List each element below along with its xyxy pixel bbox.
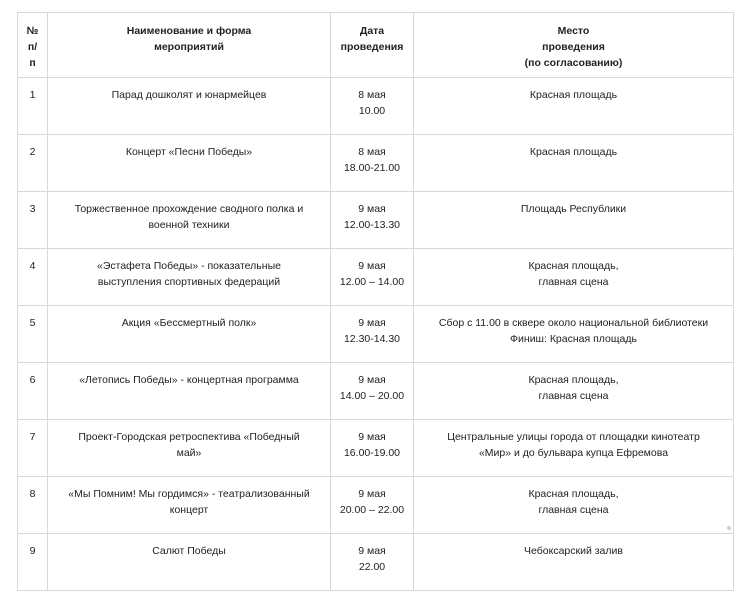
event-place [414,249,734,306]
header-num [18,13,48,78]
event-place-line: Площадь Республики [520,203,627,215]
event-name [48,249,331,306]
event-place-line: Красная площадь [529,89,618,101]
event-name [48,477,331,534]
event-place [414,192,734,249]
events-table [17,12,734,591]
event-name [48,420,331,477]
row-number [18,249,48,306]
header-num-line: п [29,57,36,69]
header-place-line: проведения [542,41,605,53]
event-date-line: 22.00 [358,561,386,573]
event-name-line: концерт [169,504,209,516]
event-name-line: «Мы Помним! Мы гордимся» - театрализованный [68,488,310,500]
event-place-line: Красная площадь, [528,488,619,500]
event-name-line: Салют Победы [152,545,226,557]
row-number-text: 6 [29,374,36,386]
header-name-line: Наименование и форма [126,25,252,37]
event-date-line: 8 мая [358,146,386,158]
event-place-line: Сбор с 11.00 в сквере около национальной библиотеки [438,317,709,329]
event-name [48,534,331,591]
event-name-line: Акция «Бессмертный полк» [121,317,257,329]
event-date [331,420,414,477]
event-name [48,78,331,135]
event-date [331,534,414,591]
table-row [18,192,734,249]
header-place [414,13,734,78]
header-date-line: Дата [359,25,385,37]
event-place [414,363,734,420]
event-place-line: Красная площадь [529,146,618,158]
event-date [331,192,414,249]
row-number-text: 7 [29,431,36,443]
header-place-line: (по согласованию) [524,57,623,69]
event-name [48,363,331,420]
event-name-line: военной техники [148,219,230,231]
document-sheet [17,12,733,591]
event-place-line: главная сцена [538,504,609,516]
event-name-line: май» [176,447,202,459]
event-date-line: 9 мая [358,260,386,272]
event-place-line: Красная площадь, [528,260,619,272]
event-date-line: 16.00-19.00 [343,447,401,459]
event-date [331,306,414,363]
event-place [414,135,734,192]
event-name-line: Концерт «Песни Победы» [125,146,253,158]
table-row [18,135,734,192]
header-date-line: проведения [340,41,404,53]
event-date [331,477,414,534]
event-date-line: 14.00 – 20.00 [339,390,405,402]
event-place [414,306,734,363]
row-number [18,363,48,420]
header-num-line: № [26,25,39,37]
row-number [18,420,48,477]
row-number [18,534,48,591]
table-row [18,363,734,420]
event-name [48,135,331,192]
table-row [18,306,734,363]
row-number [18,135,48,192]
header-name [48,13,331,78]
header-row [18,13,734,78]
header-name-line: мероприятий [154,41,224,53]
event-place [414,420,734,477]
row-number [18,78,48,135]
event-date-line: 12.00 – 14.00 [339,276,405,288]
row-number-text: 2 [29,146,36,158]
corner-dot-icon [727,526,731,530]
event-date-line: 9 мая [358,545,386,557]
event-date [331,249,414,306]
row-number-text: 1 [29,89,36,101]
event-name [48,306,331,363]
row-number-text: 3 [29,203,36,215]
event-name-line: Парад дошколят и юнармейцев [111,89,267,101]
event-date-line: 20.00 – 22.00 [339,504,405,516]
row-number-text: 5 [29,317,36,329]
event-date-line: 9 мая [358,374,386,386]
event-date-line: 10.00 [358,105,386,117]
event-date-line: 9 мая [358,431,386,443]
table-row [18,420,734,477]
event-place [414,78,734,135]
row-number [18,192,48,249]
header-date [331,13,414,78]
event-name-line: «Летопись Победы» - концертная программа [79,374,299,386]
event-date-line: 9 мая [358,203,386,215]
event-place-line: главная сцена [538,276,609,288]
table-row [18,477,734,534]
row-number [18,306,48,363]
event-place [414,477,734,534]
event-place-line: Центральные улицы города от площадки кинотеатр [447,431,700,443]
row-number-text: 4 [29,260,36,272]
event-date [331,135,414,192]
event-date-line: 9 мая [358,488,386,500]
table-row [18,249,734,306]
header-num-line: п/ [27,41,38,53]
event-date [331,78,414,135]
event-date [331,363,414,420]
event-place-line: Финиш: Красная площадь [510,333,637,345]
header-place-line: Место [557,25,590,37]
event-name-line: «Эстафета Победы» - показательные [97,260,281,272]
event-date-line: 12.30-14.30 [343,333,401,345]
event-name-line: Проект-Городская ретроспектива «Победный [78,431,300,443]
event-name [48,192,331,249]
event-date-line: 9 мая [358,317,386,329]
event-place [414,534,734,591]
event-date-line: 8 мая [358,89,386,101]
event-place-line: главная сцена [538,390,609,402]
row-number [18,477,48,534]
row-number-text: 9 [29,545,36,557]
event-place-line: Чебоксарский залив [524,545,623,557]
event-date-line: 12.00-13.30 [343,219,401,231]
events-body [18,78,734,591]
table-row [18,78,734,135]
event-date-line: 18.00-21.00 [343,162,401,174]
event-name-line: Торжественное прохождение сводного полка и [74,203,304,215]
event-name-line: выступления спортивных федераций [97,276,281,288]
event-place-line: Красная площадь, [528,374,619,386]
row-number-text: 8 [29,488,36,500]
event-place-line: «Мир» и до бульвара купца Ефремова [478,447,669,459]
table-row [18,534,734,591]
